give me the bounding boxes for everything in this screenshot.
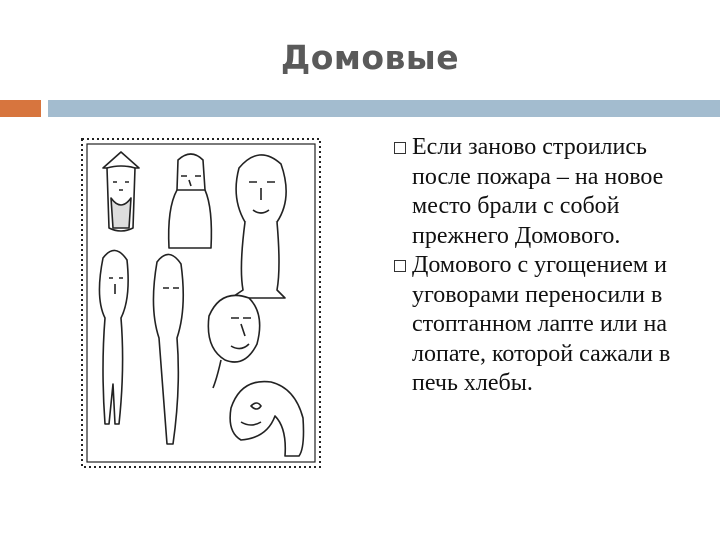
bullet-item — [390, 133, 700, 251]
domovoy-figurines-illustration — [81, 138, 321, 468]
accent-bar-blue — [48, 100, 720, 117]
accent-bar-orange — [0, 100, 41, 117]
square-bullet-icon — [394, 260, 406, 272]
bullet-text: Домового с угощением и уговорами переносили в стоптанном лапте или на лопате, которой сажали в печь хлебы. — [412, 252, 671, 396]
bullet-list — [390, 133, 700, 399]
bullet-item — [390, 251, 700, 399]
square-bullet-icon — [394, 142, 406, 154]
slide-title: Домовые — [280, 38, 460, 77]
bullet-text: Если заново строились после пожара – на новое место брали с собой прежнего Домового. — [412, 134, 664, 249]
